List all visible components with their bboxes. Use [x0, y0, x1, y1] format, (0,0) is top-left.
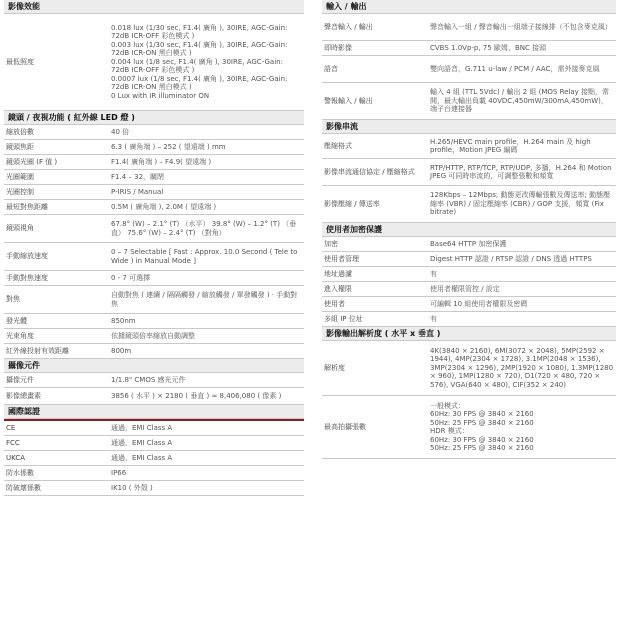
- spec-value: RTP/HTTP, RTP/TCP, RTP/UDP, 多播，H.264 和 Motion JPEG 可同時串流的，可調整張數和頻寬: [430, 163, 612, 180]
- spec-value: 聲音輸入一組 / 聲音輸出一組端子接線排（不包含麥克風）: [430, 22, 612, 31]
- spec-label: 攝像元件: [6, 375, 34, 384]
- spec-label: 影像串流通信協定 / 壓縮格式: [324, 167, 415, 176]
- spec-row: [4, 155, 304, 170]
- spec-label: 地址過濾: [324, 269, 352, 278]
- spec-label: 警報輸入 / 輸出: [324, 96, 373, 105]
- spec-value: 800m: [111, 346, 132, 355]
- spec-label: 加密: [324, 239, 338, 248]
- spec-value: 3856 ( 水平 ) × 2180 ( 垂直 ) ≈ 8,406,080 ( 像素 ): [111, 391, 282, 400]
- section-imaging-title: 影像效能: [4, 0, 304, 14]
- spec-value: 0.5M ( 廣角端 ), 2.0M ( 望遠端 ): [111, 202, 217, 211]
- spec-row: [4, 185, 304, 200]
- spec-value: IK10 ( 外殼 ): [111, 483, 153, 492]
- spec-label: 解析度: [324, 363, 345, 372]
- spec-label: 聲音輸入 / 輸出: [324, 22, 373, 31]
- spec-value: 850nm: [111, 316, 136, 325]
- spec-row: [322, 237, 616, 252]
- spec-value: F1.4( 廣角端 ) – F4.9( 望遠端 ): [111, 157, 212, 166]
- spec-row: [4, 286, 304, 314]
- spec-label: 手動縮放速度: [6, 252, 48, 261]
- spec-row: [322, 56, 616, 83]
- spec-value: 通過，EMI Class A: [111, 453, 173, 462]
- spec-row: [4, 329, 304, 344]
- spec-value: P-IRIS / Manual: [111, 187, 164, 196]
- section-io-title: 輸入 / 輸出: [322, 0, 616, 14]
- spec-label: 鏡頭焦距: [6, 142, 34, 151]
- spec-row: [4, 421, 304, 436]
- spec-row: [4, 170, 304, 185]
- spec-value: 一般模式： 60Hz: 30 FPS @ 3840 × 2160 50Hz: 25 FPS @ 3840 × 2160 HDR 模式： 60Hz: 30 FPS @ 3840 × 2160 50Hz: 25 FPS @ 3840 × 2160: [430, 401, 534, 452]
- spec-label: 最高拍攝張數: [324, 422, 366, 431]
- spec-label: CE: [6, 423, 16, 432]
- right-spec-column: [322, 0, 616, 459]
- spec-value: 雙向語音，G.711 u-law / PCM / AAC，需外接麥克風: [430, 64, 600, 73]
- spec-label: 防水係數: [6, 468, 34, 477]
- spec-label: 影像總畫素: [6, 391, 41, 400]
- spec-value: 有: [430, 269, 437, 278]
- spec-value: 40 倍: [111, 127, 130, 136]
- spec-row: [322, 312, 616, 327]
- spec-value: 通過，EMI Class A: [111, 423, 173, 432]
- spec-value: 通過，EMI Class A: [111, 438, 173, 447]
- spec-value: 可編輯 10 組使用者權限及密碼: [430, 299, 528, 308]
- spec-label: 進入權限: [324, 284, 352, 293]
- spec-label: 多組 IP 位址: [324, 314, 363, 323]
- spec-label: 最短對焦距離: [6, 202, 48, 211]
- spec-row: [322, 14, 616, 41]
- spec-row: [4, 215, 304, 243]
- spec-row: [4, 200, 304, 215]
- section-lens-title: 鏡頭 / 夜視功能 ( 紅外線 LED 燈 ): [4, 111, 304, 125]
- spec-value: H.265/HEVC main profile，H.264 main 及 high profile，Motion JPEG 編碼: [430, 137, 591, 154]
- spec-row: [322, 396, 616, 459]
- section-resolution-title: 影像輸出解析度 ( 水平 x 垂直 ): [322, 327, 616, 341]
- spec-label: 光圈範圍: [6, 172, 34, 181]
- spec-label: 防破壞係數: [6, 483, 41, 492]
- spec-label: FCC: [6, 438, 20, 447]
- spec-row: [4, 373, 304, 388]
- spec-label: 最低照度: [6, 57, 34, 66]
- spec-row: [4, 466, 304, 481]
- spec-row: [4, 243, 304, 271]
- spec-row: [4, 451, 304, 466]
- spec-value: 使用者權限管控 / 設定: [430, 284, 500, 293]
- spec-label: 鏡頭視角: [6, 224, 34, 233]
- spec-value: 依據鏡頭倍率縮放自動調整: [111, 331, 195, 340]
- spec-value: CVBS 1.0Vp-p, 75 歐姆，BNC 接頭: [430, 43, 547, 52]
- spec-label: 對焦: [6, 295, 20, 304]
- section-security-title: 使用者加密保護: [322, 223, 616, 237]
- spec-row: [4, 125, 304, 140]
- spec-value: 67.8° (W) – 2.1° (T) （水平） 39.8° (W) – 1.2° (T) （垂直） 75.6° (W) – 2.4° (T) （對角）: [111, 220, 297, 237]
- spec-value: 128Kbps – 12Mbps; 動態更改傳輸張數及傳送率; 動態壓縮率 (VBR) / 固定壓縮率 (CBR) / GOP 支援，頻寬 (Fix bitrate): [430, 191, 611, 217]
- section-stream-title: 影像串流: [322, 120, 616, 134]
- spec-label: UKCA: [6, 453, 26, 462]
- spec-label: 影像壓縮 / 傳送率: [324, 199, 380, 208]
- section-sensor-title: 攝像元件: [4, 359, 304, 373]
- section-cert-title: 國際認證: [4, 405, 304, 419]
- spec-row: [322, 134, 616, 159]
- spec-row: [4, 481, 304, 496]
- spec-label: 手動對焦速度: [6, 273, 48, 282]
- spec-row-min-illumination: [4, 14, 304, 111]
- spec-row: [4, 388, 304, 405]
- spec-row: [322, 186, 616, 223]
- spec-value: 1/1.8" CMOS 感光元件: [111, 375, 186, 384]
- spec-value: 0.018 lux (1/30 sec, F1.4( 廣角 ), 30IRE, AGC-Gain: 72dB ICR-OFF 彩色模式 ) 0.003 lux (1/30 sec, F1.4( 廣角 ), 30IRE, AGC-Gain: 72dB ICR-ON 黑白模式 ) 0.004 lux (1/8 sec, F1.4( 廣角 ), 30IRE, AGC-Gain: 72dB ICR-OFF 彩色模式 ) 0.0007 lux (1/8 sec, F1.4( 廣角 ), 30IRE, AGC-Gain: 72dB ICR-ON 黑白模式 ) 0 Lux with IR illuminator ON: [111, 23, 288, 100]
- spec-row: [4, 314, 304, 329]
- spec-value: IP66: [111, 468, 127, 477]
- spec-value: F1.4 – 32，關閉: [111, 172, 165, 181]
- spec-label: 光圈控制: [6, 187, 34, 196]
- spec-row: [322, 252, 616, 267]
- spec-label: 光束角度: [6, 331, 34, 340]
- spec-label: 使用者: [324, 299, 345, 308]
- spec-value: 有: [430, 314, 437, 323]
- spec-row: [322, 41, 616, 56]
- spec-value: Base64 HTTP 加密保護: [430, 239, 507, 248]
- spec-label: 發光體: [6, 316, 27, 325]
- spec-value: 4K(3840 × 2160), 6M(3072 × 2048), 5MP(2592 × 1944), 4MP(2304 × 1728), 3.1MP(2048 × 1536), 3MP(2304 × 1296), 2MP(1920 × 1080), 1.3MP(1280 × 960), 1MP(1280 × 720), D1(720 × 480, 720 × 576), VGA(640 × 480), CIF(352 × 240): [430, 346, 614, 389]
- spec-row: [4, 436, 304, 451]
- spec-value: Digest HTTP 認證 / RTSP 認證 / DNS 透過 HTTPS: [430, 254, 592, 263]
- spec-label: 語音: [324, 64, 338, 73]
- spec-label: 即時影像: [324, 43, 352, 52]
- spec-label: 鏡頭光圈 (F 值 ): [6, 157, 58, 166]
- spec-value: 自動對焦 ( 連續 / 隔隔觸發 / 縮放觸發 / 單發觸發 ) · 手動對焦: [111, 291, 298, 308]
- spec-row: [4, 140, 304, 155]
- spec-row: [322, 159, 616, 186]
- spec-label: 壓縮格式: [324, 141, 352, 150]
- left-spec-column: [4, 0, 304, 496]
- spec-label: 使用者管理: [324, 254, 359, 263]
- spec-row: [322, 341, 616, 396]
- spec-value: 0 - 7 可選擇: [111, 273, 151, 282]
- spec-value: 0 – 7 Selectable [ Fast : Approx. 10.0 Second ( Tele to Wide ) in Manual Mode ]: [111, 248, 298, 265]
- spec-row: [322, 267, 616, 282]
- spec-row: [4, 344, 304, 359]
- spec-value: 輸入 4 組 (TTL 5Vdc) / 輸出 2 組 (MOS Relay 接點，常開，最大輸出負載 40VDC,450mW/300mA,450mW)，端子台連接器: [430, 88, 610, 114]
- spec-value: 6.3 ( 廣角端 ) – 252 ( 望遠端 ) mm: [111, 142, 226, 151]
- spec-label: 縮放倍數: [6, 127, 34, 136]
- spec-label: 紅外線投射有效距離: [6, 346, 69, 355]
- spec-row: [322, 297, 616, 312]
- spec-row: [322, 282, 616, 297]
- spec-row: [322, 83, 616, 120]
- spec-row: [4, 271, 304, 286]
